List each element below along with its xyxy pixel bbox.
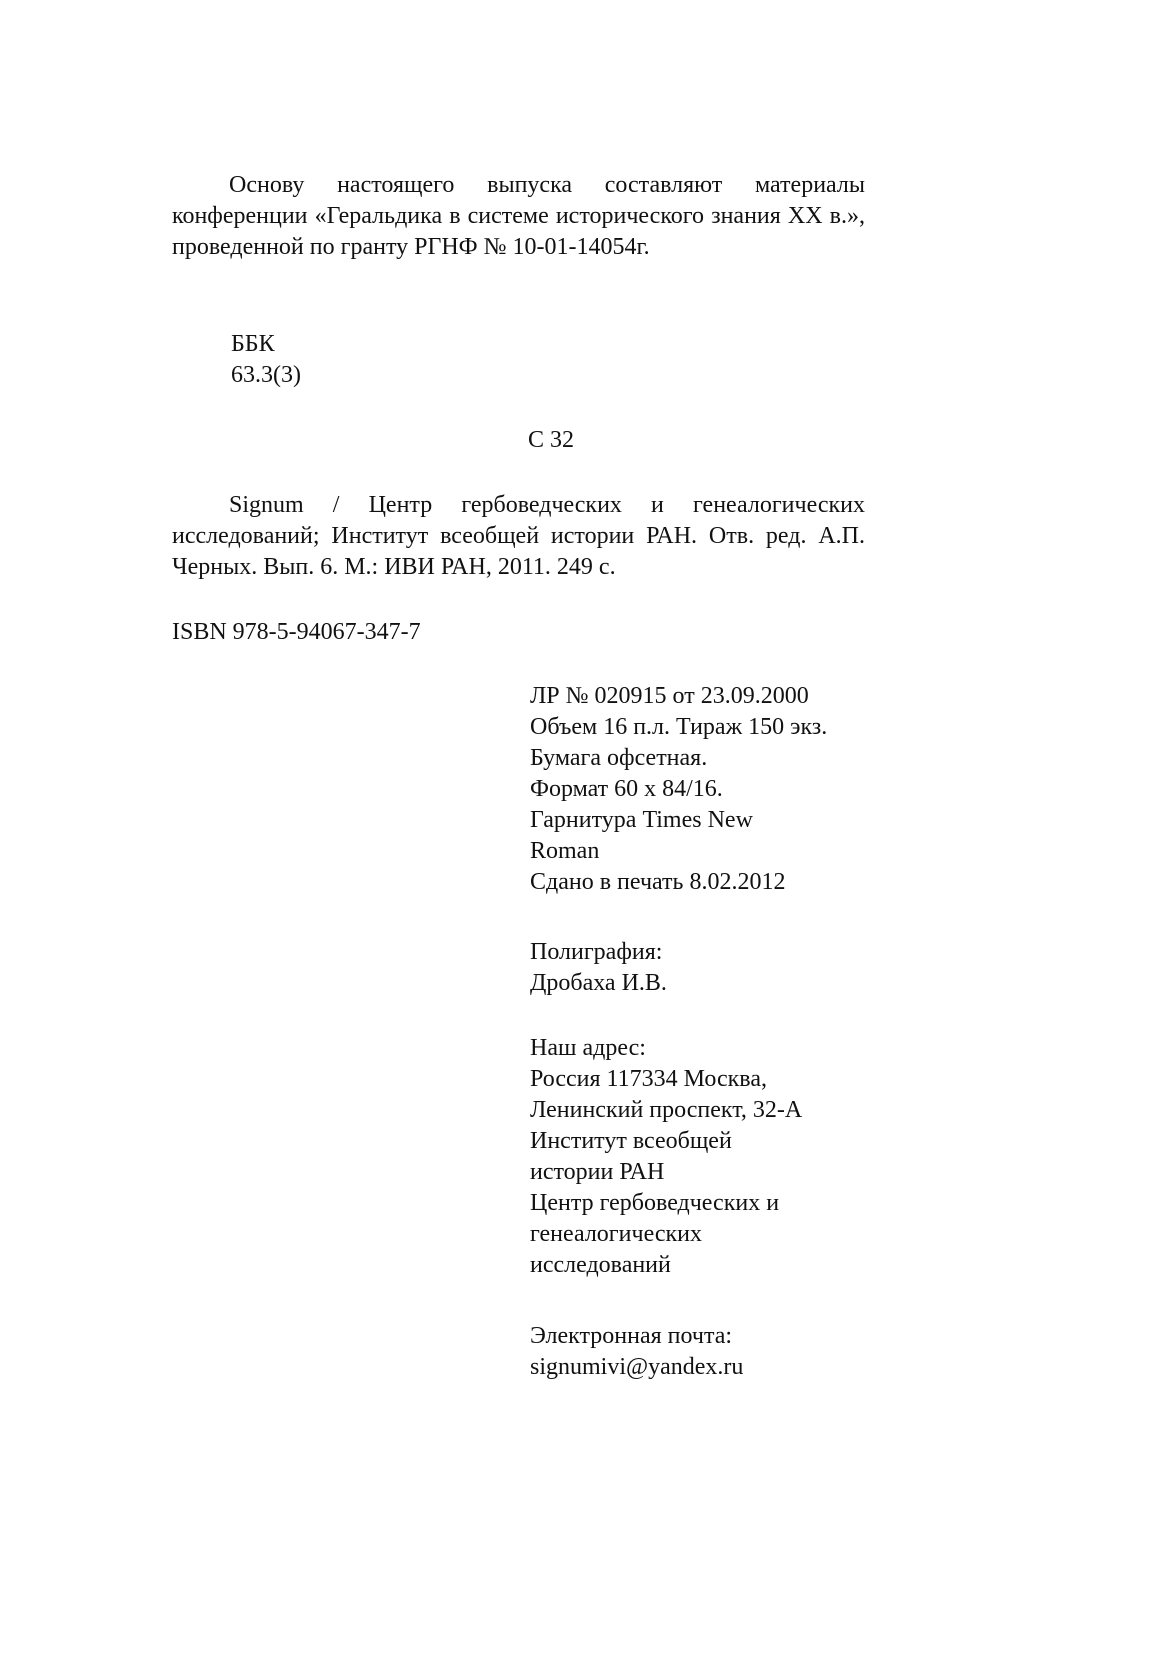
email-address: signumivi@yandex.ru	[530, 1354, 744, 1380]
imprint-line: Сдано в печать 8.02.2012	[530, 869, 786, 895]
address-line: Россия 117334 Москва,	[530, 1066, 767, 1092]
address-line: истории РАН	[530, 1159, 665, 1185]
email-block	[530, 1321, 743, 1383]
address-line: генеалогических	[530, 1221, 702, 1247]
imprint-line: Roman	[530, 838, 600, 864]
author-code: С 32	[528, 427, 575, 453]
address-block	[530, 1033, 802, 1281]
imprint-line: Бумага офсетная.	[530, 745, 708, 771]
polygraphy-block	[530, 937, 667, 999]
isbn: ISBN 978-5-94067-347-7	[172, 619, 421, 645]
address-line: Институт всеобщей	[530, 1128, 732, 1154]
email-label: Электронная почта:	[530, 1323, 733, 1349]
imprint-line: Формат 60 х 84/16.	[530, 776, 723, 802]
polygraphy-name: Дробаха И.В.	[530, 970, 667, 996]
bbk-block	[231, 329, 301, 391]
imprint-block	[530, 681, 827, 898]
address-line: Ленинский проспект, 32-А	[530, 1097, 803, 1123]
imprint-line: Объем 16 п.л. Тираж 150 экз.	[530, 714, 828, 740]
bbk-code: 63.3(3)	[231, 362, 301, 388]
polygraphy-label: Полиграфия:	[530, 939, 663, 965]
imprint-line: ЛР № 020915 от 23.09.2000	[530, 683, 809, 709]
intro-paragraph: Основу настоящего выпуска составляют материалы конференции «Геральдика в системе исторического знания XX в.», проведенной по гранту РГНФ № 10-01-14054г.	[172, 172, 865, 260]
address-line: исследований	[530, 1252, 671, 1278]
address-line: Центр гербоведческих и	[530, 1190, 780, 1216]
bbk-label: ББК	[231, 331, 275, 357]
imprint-line: Гарнитура Times New	[530, 807, 753, 833]
address-label: Наш адрес:	[530, 1035, 646, 1061]
bibliographic-entry: Signum / Центр гербоведческих и генеалогических исследований; Институт всеобщей истории РАН. Отв. ред. А.П. Черных. Вып. 6. М.: ИВИ РАН, 2011. 249 с.	[172, 492, 865, 580]
